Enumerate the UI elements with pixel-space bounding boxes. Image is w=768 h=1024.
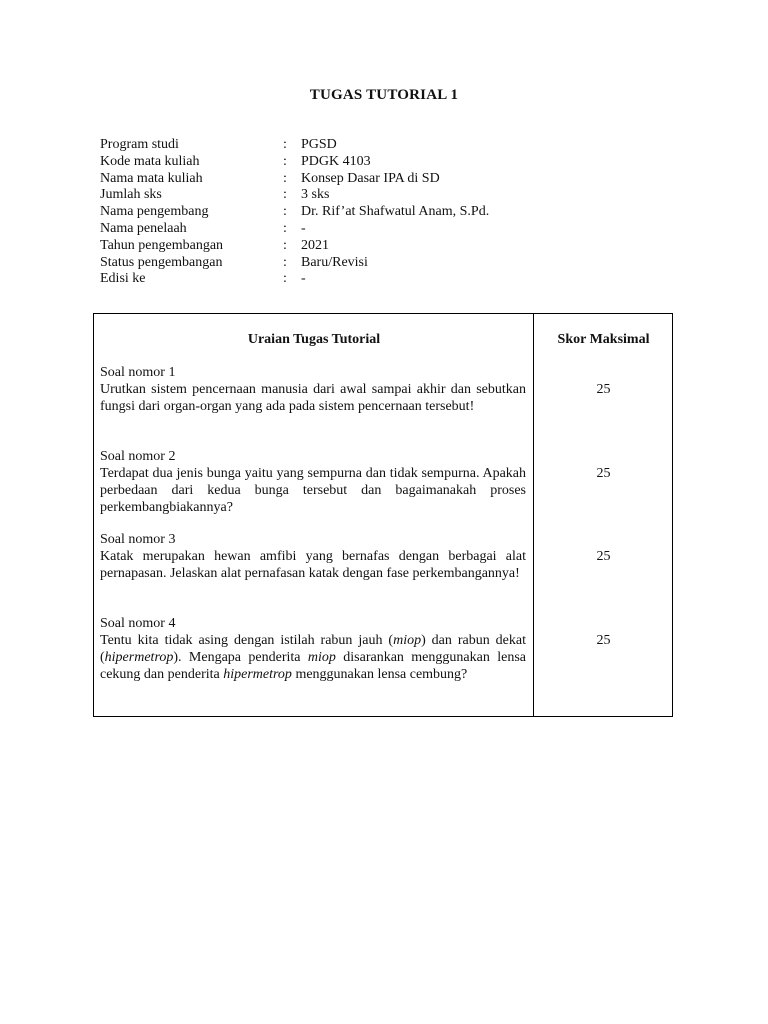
info-value: 2021 bbox=[301, 237, 329, 253]
info-colon: : bbox=[283, 170, 287, 186]
question-2 bbox=[100, 448, 526, 516]
italic-term: miop bbox=[393, 633, 422, 648]
info-row-nama-pengembang bbox=[100, 204, 660, 221]
info-value: - bbox=[301, 220, 306, 236]
header-score: Skor Maksimal bbox=[557, 332, 650, 347]
info-colon: : bbox=[283, 237, 287, 253]
question-number: Soal nomor 3 bbox=[100, 532, 176, 547]
info-value: 3 sks bbox=[301, 187, 330, 203]
header-task: Uraian Tugas Tutorial bbox=[247, 332, 381, 347]
question-text: Urutkan sistem pencernaan manusia dari awal sampai akhir dan sebutkan fungsi dari organ-organ yang ada pada sistem pencernaan tersebut! bbox=[100, 382, 526, 414]
text-part: ) dan rabun dekat ( bbox=[100, 633, 526, 665]
info-colon: : bbox=[283, 137, 287, 152]
italic-term: miop bbox=[307, 650, 336, 665]
info-value: Baru/Revisi bbox=[301, 254, 368, 270]
text-part: disarankan menggunakan lensa cekung dan penderita bbox=[100, 650, 526, 682]
score-3: 25 bbox=[596, 549, 611, 564]
info-row-nama-mata-kuliah bbox=[100, 171, 660, 188]
text-part: ). Mengapa penderita bbox=[173, 650, 308, 665]
info-value: Konsep Dasar IPA di SD bbox=[301, 170, 440, 186]
score-1: 25 bbox=[596, 382, 611, 397]
italic-term: hipermetrop bbox=[223, 667, 292, 682]
task-table bbox=[93, 313, 673, 717]
info-row-jumlah-sks bbox=[100, 187, 660, 204]
info-label: Kode mata kuliah bbox=[100, 153, 200, 169]
info-colon: : bbox=[283, 204, 287, 220]
info-label: Status pengembangan bbox=[100, 254, 223, 270]
text-part: menggunakan lensa cembung? bbox=[291, 667, 468, 682]
info-value: - bbox=[301, 271, 306, 287]
document-title: TUGAS TUTORIAL 1 bbox=[309, 87, 459, 103]
info-label: Tahun pengembangan bbox=[100, 237, 224, 253]
info-colon: : bbox=[283, 271, 287, 287]
course-info bbox=[100, 137, 660, 288]
info-colon: : bbox=[283, 254, 287, 270]
info-row-tahun-pengembangan bbox=[100, 238, 660, 255]
info-colon: : bbox=[283, 153, 287, 169]
question-number: Soal nomor 4 bbox=[100, 616, 176, 631]
info-value: Dr. Rif’at Shafwatul Anam, S.Pd. bbox=[301, 204, 490, 220]
info-label: Program studi bbox=[100, 137, 179, 152]
question-number: Soal nomor 2 bbox=[100, 449, 176, 464]
column-divider bbox=[533, 314, 534, 716]
info-colon: : bbox=[283, 220, 287, 236]
info-label: Nama penelaah bbox=[100, 220, 187, 236]
score-4: 25 bbox=[596, 633, 611, 648]
info-label: Nama mata kuliah bbox=[100, 170, 203, 186]
info-label: Jumlah sks bbox=[100, 187, 162, 203]
text-part: Tentu kita tidak asing dengan istilah rabun jauh ( bbox=[100, 633, 394, 648]
info-row-kode-mata-kuliah bbox=[100, 154, 660, 171]
question-text: Terdapat dua jenis bunga yaitu yang sempurna dan tidak sempurna. Apakah perbedaan dari kedua bunga tersebut dan bagaimanakah proses perkembangbiakannya? bbox=[100, 466, 526, 515]
info-row-nama-penelaah bbox=[100, 221, 660, 238]
question-3 bbox=[100, 531, 526, 582]
italic-term: hipermetrop bbox=[104, 650, 174, 665]
info-colon: : bbox=[283, 187, 287, 203]
info-row-status-pengembangan bbox=[100, 255, 660, 272]
question-text bbox=[100, 632, 526, 683]
question-4 bbox=[100, 615, 526, 683]
info-label: Nama pengembang bbox=[100, 204, 209, 220]
score-2: 25 bbox=[596, 466, 611, 481]
info-value: PDGK 4103 bbox=[301, 153, 371, 169]
info-row-program-studi bbox=[100, 137, 660, 154]
question-text: Katak merupakan hewan amfibi yang bernafas dengan berbagai alat pernapasan. Jelaskan alat pernafasan katak dengan fase perkembangannya! bbox=[100, 549, 526, 581]
info-label: Edisi ke bbox=[100, 271, 146, 287]
question-1 bbox=[100, 364, 526, 415]
info-row-edisi-ke bbox=[100, 271, 660, 288]
question-number: Soal nomor 1 bbox=[100, 365, 176, 380]
info-value: PGSD bbox=[301, 137, 337, 152]
